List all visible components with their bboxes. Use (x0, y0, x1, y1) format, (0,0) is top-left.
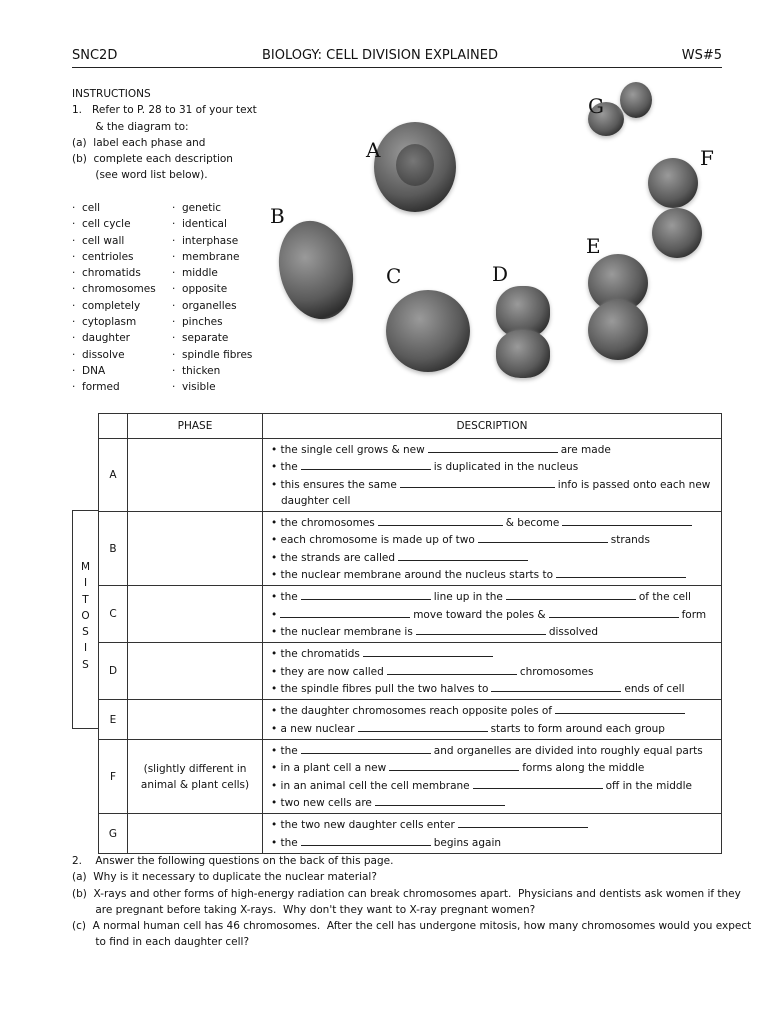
phase-answer-field[interactable] (128, 814, 263, 854)
mitosis-letter: S (82, 626, 89, 639)
word: membrane (182, 250, 240, 263)
blank-field[interactable] (280, 606, 410, 618)
word: DNA (82, 364, 106, 377)
instruction-line: (see word list below). (72, 169, 208, 182)
word-list-column-1 (72, 200, 156, 396)
description-line (271, 588, 721, 605)
word: completely (82, 299, 141, 312)
bullet-icon: · (172, 267, 183, 280)
word-list-item (72, 233, 156, 249)
word-list-item (172, 216, 252, 232)
word: middle (182, 267, 218, 280)
word: thicken (182, 364, 221, 377)
description-text: move toward the poles & (413, 608, 546, 621)
bullet-icon: · (172, 316, 183, 329)
word-list-item (172, 265, 252, 281)
word: pinches (182, 316, 223, 329)
description-line (271, 777, 721, 794)
description-text: • the chromatids (271, 648, 360, 661)
description-text: • in a plant cell a new (271, 762, 387, 775)
mitosis-letter: T (82, 593, 89, 606)
header-rule (72, 67, 722, 68)
description-line (271, 606, 721, 623)
description-cell (263, 700, 722, 740)
bullet-icon: · (72, 316, 83, 329)
description-text: line up in the (433, 591, 503, 604)
description-text: begins again (433, 836, 502, 849)
mitosis-letter: I (83, 642, 88, 655)
phase-letter: A (99, 439, 128, 512)
table-row (99, 439, 722, 512)
description-line (271, 680, 721, 697)
blank-field[interactable] (358, 720, 488, 732)
description-text: • a new nuclear (271, 722, 355, 735)
description-line (271, 458, 721, 475)
description-text: • this ensures the same (271, 478, 397, 491)
bullet-icon: · (72, 348, 83, 361)
description-text: off in the middle (605, 779, 692, 792)
description-text: • the (271, 836, 298, 849)
word: centrioles (82, 250, 134, 263)
bullet-icon: · (172, 250, 183, 263)
blank-field[interactable] (387, 663, 517, 675)
description-line (271, 702, 721, 719)
description-text: • the (271, 591, 298, 604)
word: daughter (82, 332, 130, 345)
phase-letter: F (99, 740, 128, 814)
bullet-icon: · (172, 348, 183, 361)
description-line (271, 720, 721, 737)
bullet-icon: · (72, 234, 83, 247)
description-line (271, 476, 721, 493)
bullet-icon: · (72, 381, 83, 394)
phase-letter: G (99, 814, 128, 854)
word: interphase (182, 234, 239, 247)
description-text: info is passed onto each new (557, 478, 711, 491)
question-line: to find in each daughter cell? (72, 936, 250, 949)
bullet-icon: · (172, 332, 183, 345)
description-text: dissolved (548, 625, 599, 638)
description-text: • the single cell grows & new (271, 444, 425, 456)
description-line (271, 794, 721, 811)
bullet-icon: · (172, 234, 183, 247)
bullet-icon: · (72, 299, 83, 312)
bullet-icon: · (72, 283, 83, 296)
word-list-item (72, 298, 156, 314)
table-row (99, 740, 722, 814)
bullet-icon: · (172, 381, 183, 394)
description-line (271, 663, 721, 680)
instruction-line: (a) label each phase and (72, 136, 206, 149)
word-list-item (72, 200, 156, 216)
mitosis-label (72, 510, 98, 729)
blank-field[interactable] (375, 794, 505, 806)
description-text: is duplicated in the nucleus (433, 461, 579, 474)
worksheet-title: BIOLOGY: CELL DIVISION EXPLAINED (262, 48, 498, 63)
word-list-item (172, 281, 252, 297)
word-list-item (72, 265, 156, 281)
blank-field[interactable] (473, 777, 603, 789)
phase-letter: D (99, 643, 128, 700)
sheet-number: WS#5 (681, 48, 722, 63)
mitosis-letter: S (82, 658, 89, 671)
phase-letter: E (99, 700, 128, 740)
blank-field[interactable] (416, 623, 546, 635)
description-line (271, 816, 721, 833)
word: spindle fibres (182, 348, 253, 361)
description-line (271, 514, 721, 531)
blank-field[interactable] (301, 834, 431, 846)
instruction-line: & the diagram to: (72, 120, 189, 133)
description-text: ends of cell (624, 682, 685, 695)
question-line: (b) X-rays and other forms of high-energy radiation can break chromosomes apart. Physicians and dentists ask women if they (72, 887, 741, 900)
phase-answer-field[interactable] (128, 643, 263, 700)
word: chromatids (82, 267, 141, 280)
description-text: chromosomes (519, 665, 594, 678)
blank-field[interactable] (389, 759, 519, 771)
label-g: G (588, 94, 604, 118)
description-text: • each chromosome is made up of two (271, 534, 475, 547)
mitosis-letter: M (80, 561, 91, 573)
bullet-icon: · (72, 250, 83, 263)
word-list-item (172, 314, 252, 330)
question-line: (c) A normal human cell has 46 chromosomes. After the cell has undergone mitosis, how many chromosomes would you expect (72, 920, 752, 933)
word-list-item (72, 281, 156, 297)
word-list-item (172, 249, 252, 265)
word: cytoplasm (82, 316, 137, 329)
label-e: E (586, 234, 601, 258)
bullet-icon: · (172, 202, 183, 214)
description-text: starts to form around each group (490, 722, 665, 735)
word-list-item (72, 249, 156, 265)
description-text: • the chromosomes (271, 517, 375, 530)
blank-field[interactable] (506, 588, 636, 600)
description-text: strands (610, 534, 650, 547)
word: chromosomes (82, 283, 156, 296)
blank-field[interactable] (428, 441, 558, 453)
word-list-item (172, 298, 252, 314)
description-text: • the (271, 461, 298, 474)
word: opposite (182, 283, 228, 296)
description-text: daughter cell (271, 494, 351, 507)
table-row (99, 512, 722, 586)
blank-field[interactable] (400, 476, 555, 488)
description-line (271, 645, 721, 662)
blank-field[interactable] (301, 742, 431, 754)
instruction-line: 1. Refer to P. 28 to 31 of your text (72, 104, 257, 117)
word-list-item (172, 347, 252, 363)
description-text: • the daughter chromosomes reach opposite poles of (271, 705, 553, 718)
description-text: • the (271, 745, 298, 758)
label-f: F (700, 146, 714, 170)
description-text: • they are now called (271, 665, 384, 678)
description-line (271, 742, 721, 759)
description-cell (263, 586, 722, 643)
bullet-icon: · (172, 218, 183, 231)
phase-answer-field[interactable] (128, 700, 263, 740)
phase-answer-field[interactable] (128, 586, 263, 643)
word-list-item (72, 379, 156, 395)
table-row (99, 586, 722, 643)
word: formed (82, 381, 120, 394)
word: cell cycle (82, 218, 131, 231)
word: genetic (182, 202, 222, 214)
word: cell wall (82, 234, 125, 247)
bullet-icon: · (172, 299, 183, 312)
description-line (271, 531, 721, 548)
word-list-item (172, 379, 252, 395)
instructions (72, 86, 257, 184)
bullet-icon: · (172, 364, 183, 377)
blank-field[interactable] (301, 588, 431, 600)
question-line: 2. Answer the following questions on the back of this page. (72, 855, 394, 867)
blank-field[interactable] (478, 531, 608, 543)
word-list-item (172, 233, 252, 249)
description-text: • (271, 608, 278, 621)
description-text: • the nuclear membrane around the nucleus starts to (271, 569, 553, 582)
phase-letter: B (99, 512, 128, 586)
description-cell (263, 439, 722, 512)
bullet-icon: · (72, 332, 83, 345)
description-text: of the cell (638, 591, 691, 604)
bullet-icon: · (72, 218, 83, 231)
instruction-line: (b) complete each description (72, 153, 233, 166)
description-text: are made (560, 444, 611, 456)
word: visible (182, 381, 216, 394)
word-list-column-2 (172, 200, 252, 396)
blank-field[interactable] (549, 606, 679, 618)
label-c: C (386, 264, 402, 288)
question-line: are pregnant before taking X-rays. Why don't they want to X-ray pregnant women? (72, 903, 536, 916)
description-text: & become (505, 517, 560, 530)
word: identical (182, 218, 227, 231)
description-line (271, 623, 721, 640)
description-line (271, 441, 721, 458)
blank-field[interactable] (556, 566, 686, 578)
question-line: (a) Why is it necessary to duplicate the nuclear material? (72, 871, 377, 884)
word-list-item (72, 330, 156, 346)
phase-answer-field[interactable] (128, 512, 263, 586)
description-text: forms along the middle (522, 762, 645, 775)
blank-field[interactable] (378, 514, 503, 526)
description-text: • the nuclear membrane is (271, 625, 413, 638)
blank-field[interactable] (398, 549, 528, 561)
description-cell (263, 740, 722, 814)
description-text: and organelles are divided into roughly equal parts (433, 745, 703, 758)
word-list-item (72, 216, 156, 232)
description-text: • in an animal cell the cell membrane (271, 779, 470, 792)
description-text: • the strands are called (271, 551, 396, 564)
description-text: form (681, 608, 707, 621)
mitosis-letter: I (83, 577, 88, 590)
description-cell (263, 643, 722, 700)
word: cell (82, 202, 101, 214)
description-text: • the spindle fibres pull the two halves to (271, 682, 489, 695)
word: separate (182, 332, 229, 345)
label-d: D (492, 262, 509, 286)
word-list-item (72, 347, 156, 363)
table-row (99, 700, 722, 740)
label-a: A (366, 138, 381, 162)
word-list-item (172, 363, 252, 379)
description-cell (263, 814, 722, 854)
word-list-item (172, 330, 252, 346)
word-list-item (172, 200, 252, 216)
blank-field[interactable] (458, 816, 588, 828)
mitosis-letter: O (81, 609, 90, 622)
label-b: B (270, 204, 285, 228)
description-line (271, 834, 721, 851)
description-line (271, 566, 721, 583)
phase-answer-field[interactable]: (slightly different in animal & plant cells) (128, 740, 263, 814)
description-line (271, 759, 721, 776)
questions (72, 853, 751, 951)
word: dissolve (82, 348, 125, 361)
blank-field[interactable] (301, 458, 431, 470)
word-list-item (72, 363, 156, 379)
word: organelles (182, 299, 237, 312)
blank-field[interactable] (491, 680, 621, 692)
table-row (99, 814, 722, 854)
word-list-item (72, 314, 156, 330)
description-cell (263, 512, 722, 586)
phase-header: PHASE (128, 414, 263, 439)
blank-field[interactable] (555, 702, 685, 714)
description-text: • the two new daughter cells enter (271, 819, 455, 832)
description-line (271, 493, 721, 509)
bullet-icon: · (72, 202, 83, 214)
phase-letter: C (99, 586, 128, 643)
bullet-icon: · (172, 283, 183, 296)
bullet-icon: · (72, 267, 83, 280)
blank-field[interactable] (363, 645, 493, 657)
cell-cycle-diagram (270, 80, 730, 400)
blank-field[interactable] (562, 514, 692, 526)
course-code: SNC2D (72, 48, 118, 63)
phase-table (98, 413, 722, 854)
description-text: • two new cells are (271, 797, 372, 810)
table-row (99, 643, 722, 700)
instruction-line: INSTRUCTIONS (72, 88, 151, 100)
bullet-icon: · (72, 364, 83, 377)
description-header: DESCRIPTION (263, 414, 722, 439)
description-line (271, 549, 721, 566)
phase-answer-field[interactable] (128, 439, 263, 512)
